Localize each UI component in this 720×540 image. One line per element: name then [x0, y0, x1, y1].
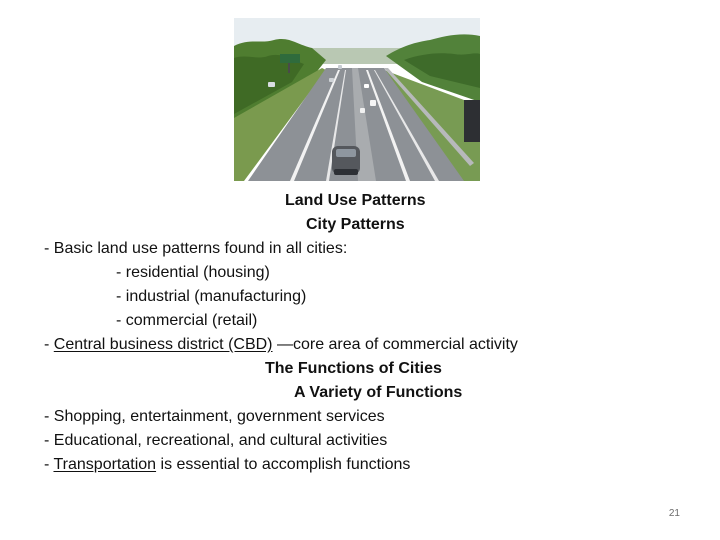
pattern-commercial: - commercial (retail)	[116, 312, 258, 329]
highway-image	[234, 18, 480, 181]
transport-line	[44, 453, 410, 477]
transport-rest: is essential to accomplish functions	[156, 456, 411, 473]
pattern-industrial: - industrial (manufacturing)	[116, 288, 307, 305]
slide-subtitle: City Patterns	[306, 216, 405, 233]
pattern-residential: - residential (housing)	[116, 264, 270, 281]
section-subtitle: A Variety of Functions	[294, 384, 463, 401]
cbd-rest: —core area of commercial activity	[272, 336, 518, 353]
function-education: - Educational, recreational, and cultural activities	[44, 432, 388, 449]
transport-prefix: -	[44, 456, 54, 473]
cbd-prefix: -	[44, 336, 54, 353]
intro-line: - Basic land use patterns found in all cities:	[44, 240, 348, 257]
transport-term: Transportation	[53, 456, 157, 473]
cbd-term: Central business district (CBD)	[53, 336, 273, 353]
section-title: The Functions of Cities	[265, 360, 442, 377]
page-number: 21	[668, 508, 680, 519]
function-shopping: - Shopping, entertainment, government services	[44, 408, 385, 425]
slide-title: Land Use Patterns	[285, 192, 426, 209]
highway-photo	[234, 18, 480, 181]
cbd-line	[44, 333, 518, 357]
